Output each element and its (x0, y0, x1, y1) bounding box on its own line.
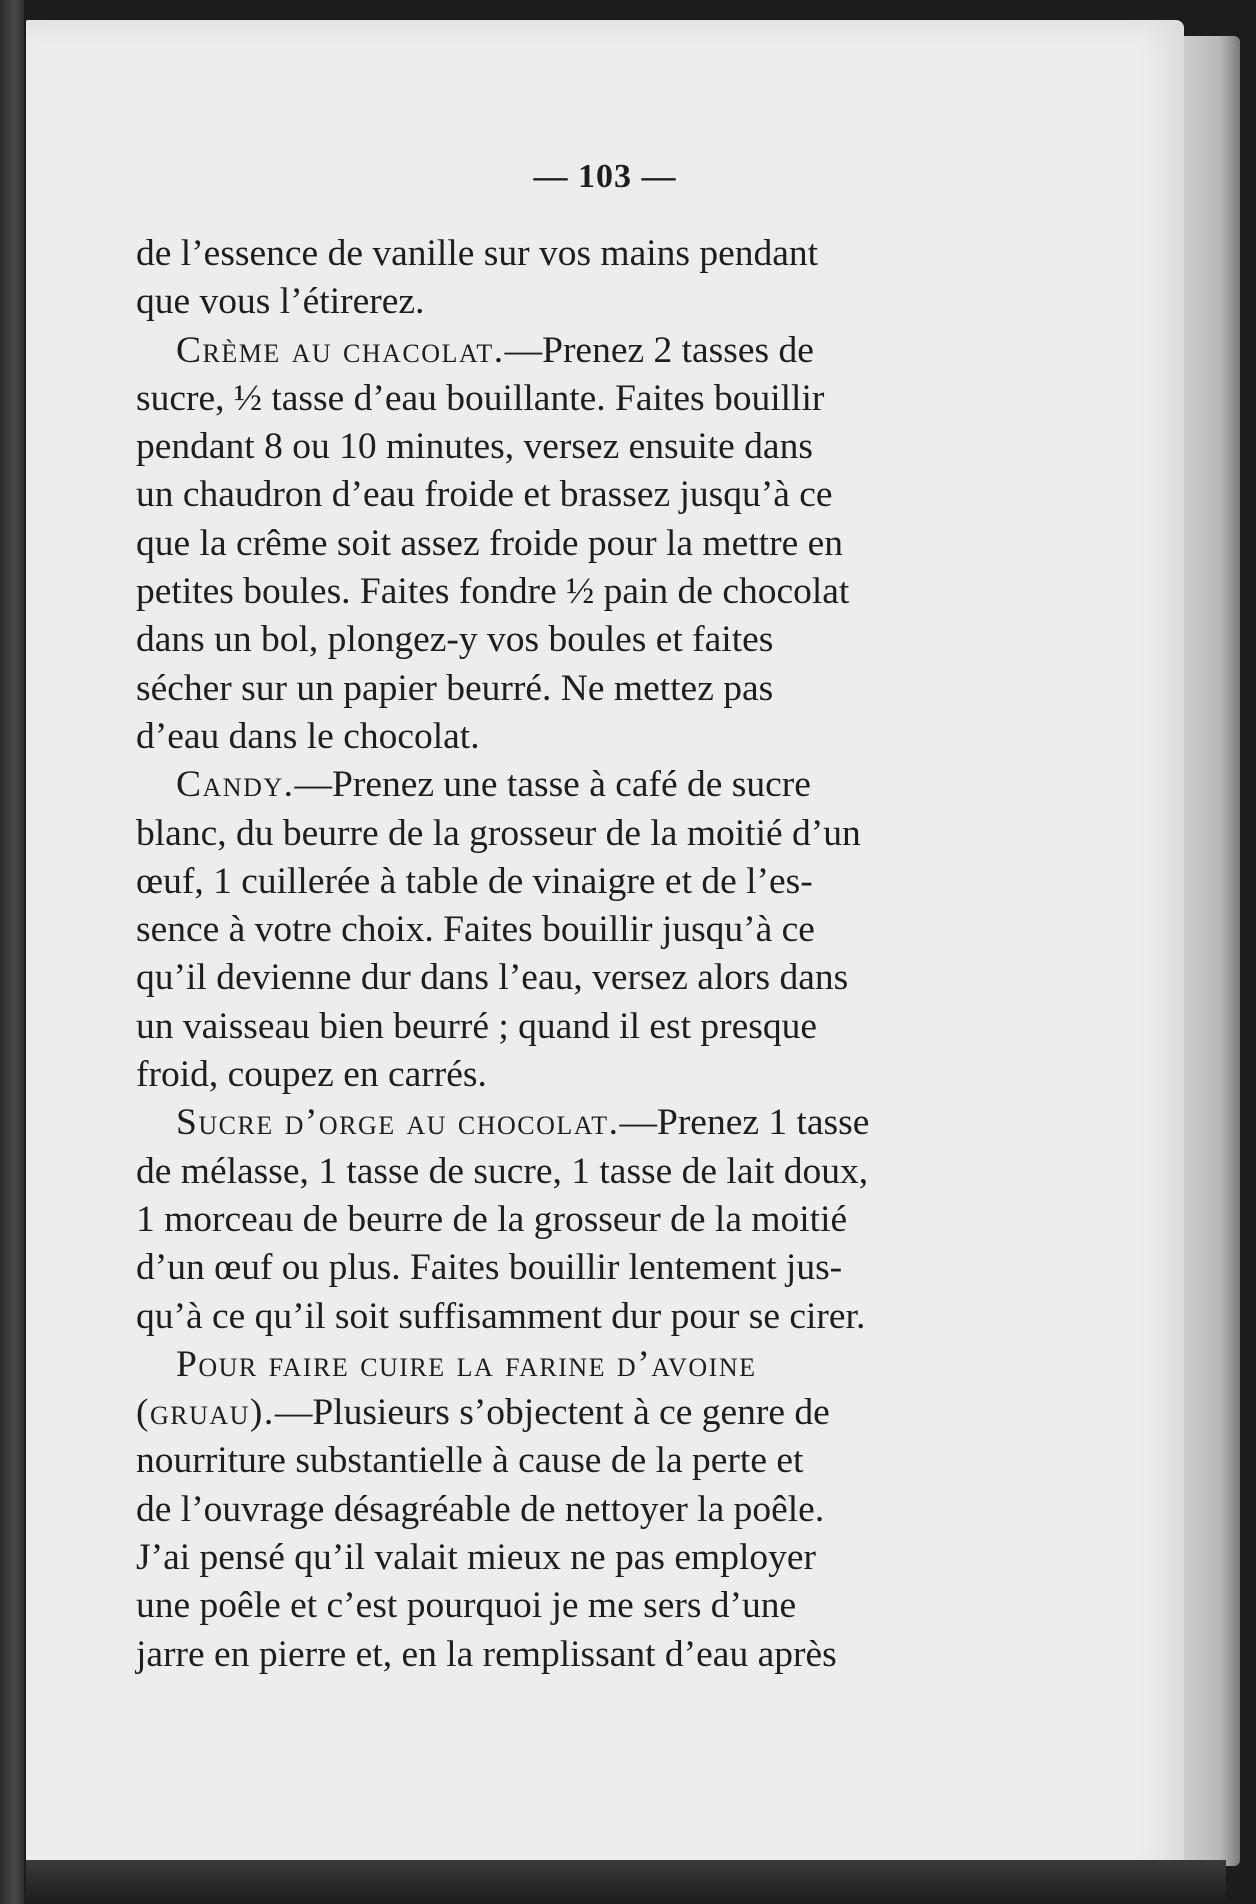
recipe-heading: Sucre d’orge au chocolat. (176, 1102, 620, 1144)
text-line (136, 327, 1016, 375)
text-line: œuf, 1 cuillerée à table de vinaigre et de l’es- (136, 860, 813, 902)
text-fragment: —Prenez une tasse à café de sucre (294, 764, 811, 806)
recipe-heading: Candy. (176, 764, 295, 806)
text-line: que vous l’étirerez. (136, 281, 425, 323)
text-line: nourriture substantielle à cause de la perte et (136, 1440, 804, 1482)
text-line: un chaudron d’eau froide et brassez jusqu’à ce (136, 474, 833, 516)
text-line (136, 761, 1016, 809)
text-line: de l’ouvrage désagréable de nettoyer la poêle. (136, 1488, 825, 1530)
text-line: sence à votre choix. Faites bouillir jusqu’à ce (136, 909, 815, 951)
text-line: qu’il devienne dur dans l’eau, versez alors dans (136, 957, 849, 999)
text-line: d’un œuf ou plus. Faites bouillir lentement jus- (136, 1247, 843, 1289)
text-line: un vaisseau bien beurré ; quand il est presque (136, 1005, 818, 1047)
text-line (136, 1389, 1016, 1437)
text-line (136, 1341, 1016, 1389)
text-line: jarre en pierre et, en la remplissant d’eau après (136, 1633, 837, 1675)
text-line: sucre, ½ tasse d’eau bouillante. Faites bouillir (136, 377, 825, 419)
text-fragment: —Prenez 1 tasse (619, 1102, 870, 1144)
recipe-heading: Crème au chacolat. (176, 329, 505, 371)
text-line: 1 morceau de beurre de la grosseur de la moitié (136, 1198, 848, 1240)
recipe-sucre-dorge (136, 1099, 1016, 1340)
paragraph-continuation (136, 230, 1016, 327)
page-body (136, 230, 1016, 1679)
text-line: une poêle et c’est pourquoi je me sers d’une (136, 1585, 797, 1627)
book-page (26, 20, 1184, 1882)
text-line: J’ai pensé qu’il valait mieux ne pas employer (136, 1537, 816, 1579)
text-line: qu’à ce qu’il soit suffisamment dur pour se cirer. (136, 1295, 866, 1337)
recipe-candy (136, 761, 1016, 1099)
text-fragment: —Plusieurs s’objectent à ce genre de (274, 1392, 830, 1434)
book-binding-edge (0, 0, 24, 1904)
text-line: petites boules. Faites fondre ½ pain de chocolat (136, 571, 850, 613)
text-line: pendant 8 ou 10 minutes, versez ensuite dans (136, 426, 813, 468)
recipe-heading-continued: (gruau). (136, 1392, 275, 1434)
text-line: de mélasse, 1 tasse de sucre, 1 tasse de lait doux, (136, 1150, 869, 1192)
recipe-creme-au-chocolat (136, 327, 1016, 762)
text-line: de l’essence de vanille sur vos mains pendant (136, 233, 819, 274)
recipe-heading: Pour faire cuire la farine d’avoine (176, 1343, 757, 1385)
text-line: froid, coupez en carrés. (136, 1054, 487, 1096)
text-fragment: —Prenez 2 tasses de (504, 329, 814, 371)
page-bottom-shadow (26, 1860, 1226, 1904)
text-line: d’eau dans le chocolat. (136, 715, 480, 757)
text-line (136, 1099, 1016, 1147)
text-line: sécher sur un papier beurré. Ne mettez pas (136, 667, 774, 709)
page-number: — 103 — (533, 158, 677, 195)
text-line: blanc, du beurre de la grosseur de la moitié d’un (136, 812, 861, 854)
text-line: dans un bol, plongez-y vos boules et faites (136, 619, 774, 661)
text-line: que la crême soit assez froide pour la mettre en (136, 522, 843, 564)
recipe-farine-davoine (136, 1341, 1016, 1679)
